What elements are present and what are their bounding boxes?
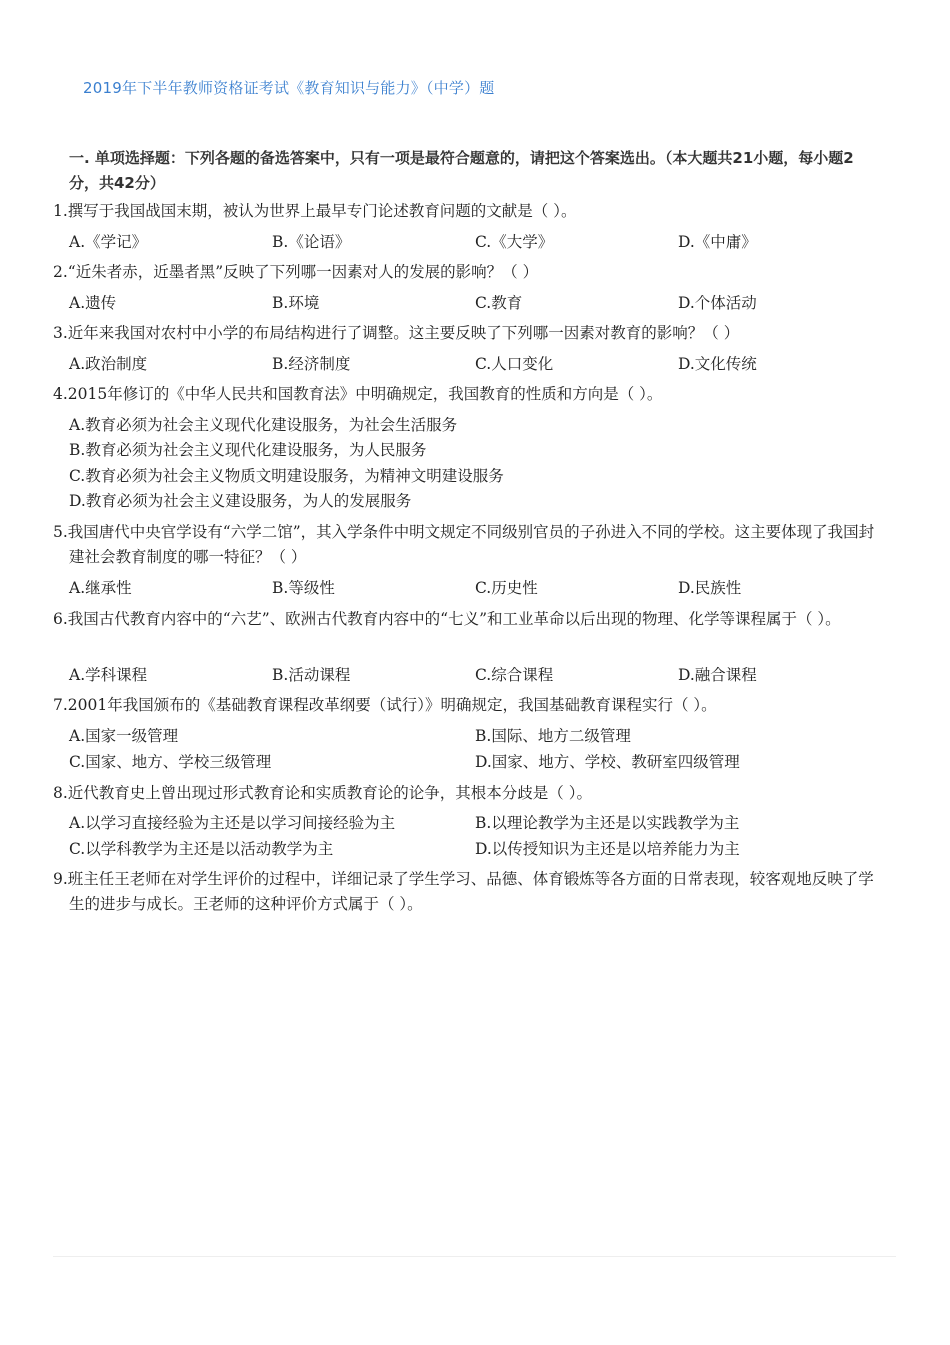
option-d: D.国家、地方、学校、教研室四级管理 bbox=[475, 753, 740, 771]
question-5 bbox=[53, 520, 883, 570]
option-d: D.民族性 bbox=[678, 579, 742, 597]
option-a: A.学科课程 bbox=[69, 666, 148, 684]
question-text: 6.我国古代教育内容中的“六艺”、欧洲古代教育内容中的“七义”和工业革命以后出现的物理、化学等课程属于（ ）。 bbox=[53, 610, 841, 628]
option-c: C.国家、地方、学校三级管理 bbox=[69, 753, 272, 771]
option-c: C.教育 bbox=[475, 294, 523, 312]
option-d: D.教育必须为社会主义建设服务，为人的发展服务 bbox=[69, 492, 412, 510]
section-heading: 一. 单项选择题：下列各题的备选答案中，只有一项是最符合题意的，请把这个答案选出。（本大题共21小题，每小题2分，共42分） bbox=[69, 149, 854, 192]
question-text: 7.2001年我国颁布的《基础教育课程改革纲要（试行）》明确规定，我国基础教育课程实行（ ）。 bbox=[53, 696, 717, 714]
question-text: 9.班主任王老师在对学生评价的过程中，详细记录了学生学习、品德、体育锻炼等各方面的日常表现，较客观地反映了学生的进步与成长。王老师的这种评价方式属于（ ）。 bbox=[53, 870, 874, 913]
document-title: 2019年下半年教师资格证考试《教育知识与能力》（中学）题 bbox=[83, 79, 495, 97]
option-b: B.经济制度 bbox=[272, 355, 351, 373]
option-c: C.综合课程 bbox=[475, 666, 554, 684]
question-text: 5.我国唐代中央官学设有“六学二馆”，其入学条件中明文规定不同级别官员的子孙进入不同的学校。这主要体现了我国封建社会教育制度的哪一特征？（ ） bbox=[53, 523, 875, 566]
option-b: B.国际、地方二级管理 bbox=[475, 727, 631, 745]
option-a: A.政治制度 bbox=[69, 355, 148, 373]
option-a: A.继承性 bbox=[69, 579, 132, 597]
option-a: A.教育必须为社会主义现代化建设服务，为社会生活服务 bbox=[69, 416, 458, 434]
option-a: A.《学记》 bbox=[69, 233, 148, 251]
footer-divider bbox=[53, 1256, 896, 1257]
question-text: 4.2015年修订的《中华人民共和国教育法》中明确规定，我国教育的性质和方向是（ ）。 bbox=[53, 385, 663, 403]
question-4 bbox=[53, 382, 883, 407]
option-a: A.遗传 bbox=[69, 294, 117, 312]
option-d: D.《中庸》 bbox=[678, 233, 757, 251]
option-b: B.环境 bbox=[272, 294, 320, 312]
option-c: C.《大学》 bbox=[475, 233, 554, 251]
option-d: D.个体活动 bbox=[678, 294, 757, 312]
option-a: A.国家一级管理 bbox=[69, 727, 179, 745]
question-text: 1.撰写于我国战国末期，被认为世界上最早专门论述教育问题的文献是（ ）。 bbox=[53, 202, 577, 220]
option-b: B.等级性 bbox=[272, 579, 335, 597]
question-2 bbox=[53, 260, 883, 285]
option-d: D.文化传统 bbox=[678, 355, 757, 373]
question-text: 8.近代教育史上曾出现过形式教育论和实质教育论的论争，其根本分歧是（ ）。 bbox=[53, 784, 592, 802]
option-a: A.以学习直接经验为主还是以学习间接经验为主 bbox=[69, 814, 396, 832]
question-1 bbox=[53, 199, 883, 224]
question-text: 2.“近朱者赤，近墨者黑”反映了下列哪一因素对人的发展的影响？（ ） bbox=[53, 263, 539, 281]
option-b: B.《论语》 bbox=[272, 233, 351, 251]
option-c: C.教育必须为社会主义物质文明建设服务，为精神文明建设服务 bbox=[69, 467, 504, 485]
option-c: C.以学科教学为主还是以活动教学为主 bbox=[69, 840, 334, 858]
option-d: D.融合课程 bbox=[678, 666, 757, 684]
option-b: B.以理论教学为主还是以实践教学为主 bbox=[475, 814, 740, 832]
option-b: B.教育必须为社会主义现代化建设服务，为人民服务 bbox=[69, 441, 427, 459]
question-8 bbox=[53, 781, 883, 806]
question-3 bbox=[53, 321, 883, 346]
question-9 bbox=[53, 867, 883, 917]
option-c: C.历史性 bbox=[475, 579, 538, 597]
question-6 bbox=[53, 607, 883, 632]
option-c: C.人口变化 bbox=[475, 355, 554, 373]
option-d: D.以传授知识为主还是以培养能力为主 bbox=[475, 840, 740, 858]
question-7 bbox=[53, 693, 883, 718]
option-b: B.活动课程 bbox=[272, 666, 351, 684]
question-text: 3.近年来我国对农村中小学的布局结构进行了调整。这主要反映了下列哪一因素对教育的影响？（ ） bbox=[53, 324, 740, 342]
